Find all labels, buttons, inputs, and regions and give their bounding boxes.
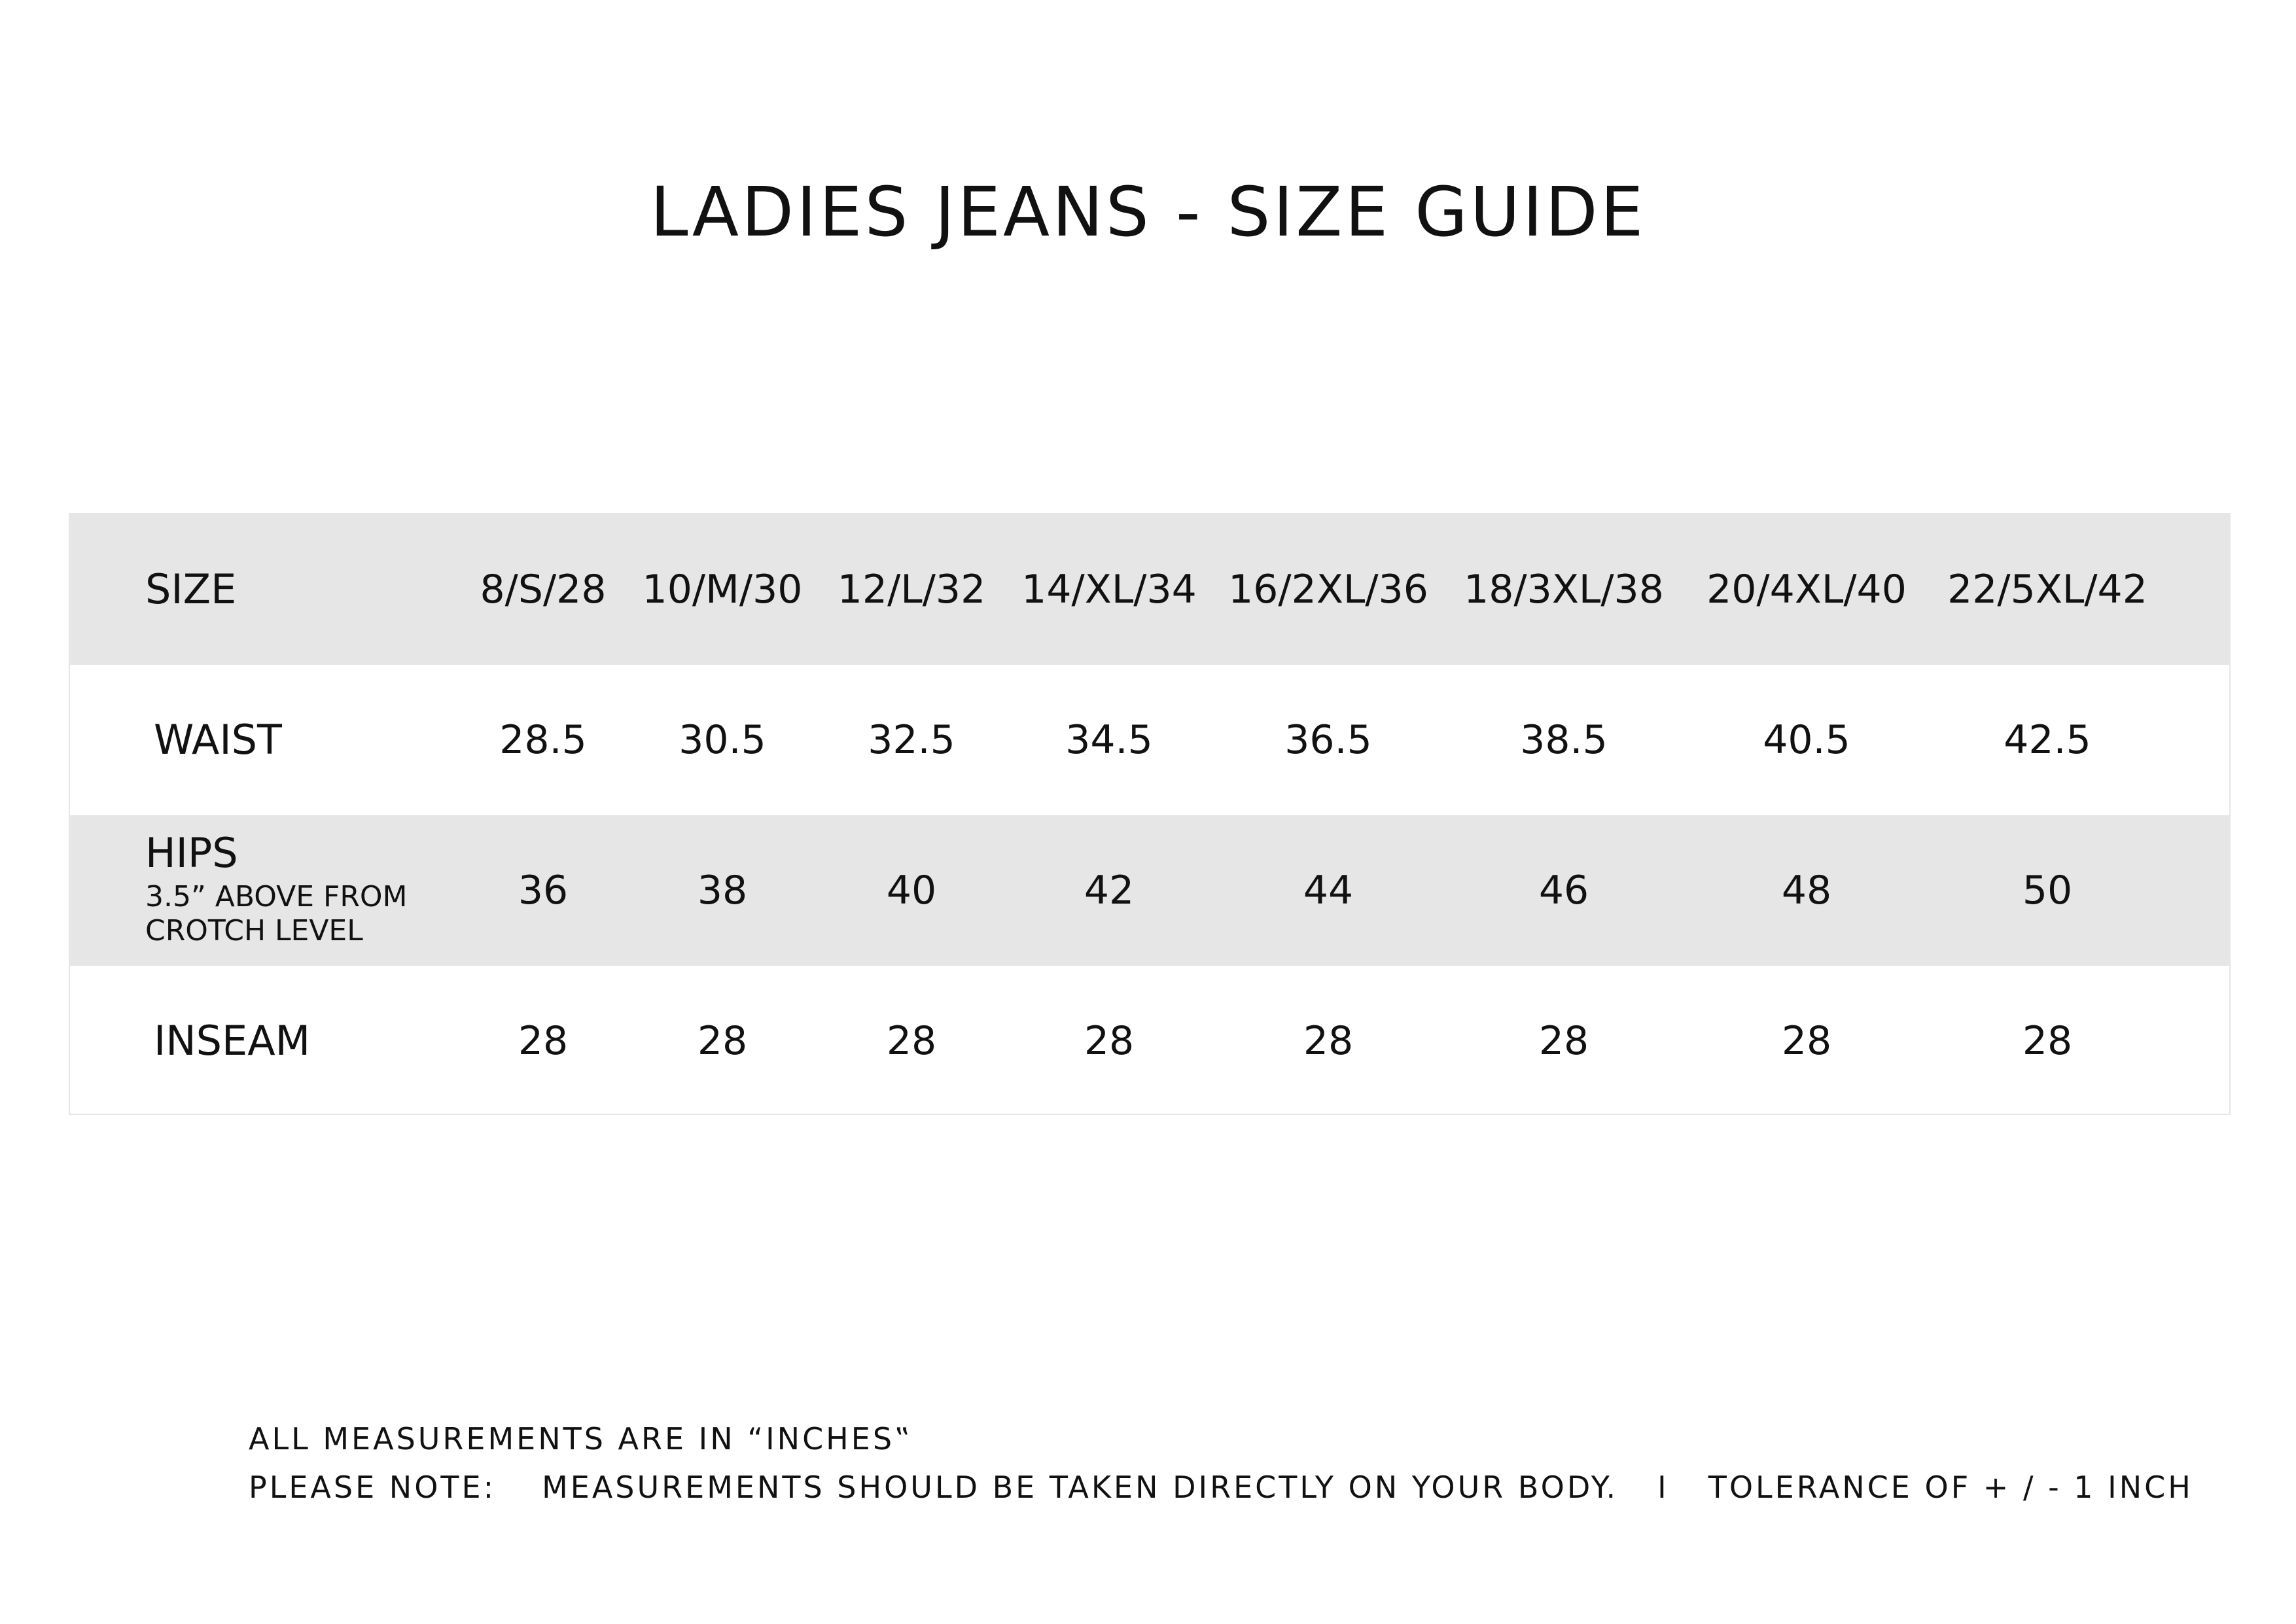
table-cell: 28: [697, 1018, 748, 1064]
size-header-cell: 16/2XL/36: [1228, 567, 1428, 612]
hips-sublabel-line2: CROTCH LEVEL: [145, 914, 363, 947]
body-note: [249, 1463, 2193, 1511]
table-cell: 44: [1303, 868, 1354, 913]
table-cell: 40.5: [1763, 717, 1850, 763]
table-cell: 40: [886, 868, 937, 913]
size-header-cell: 8/S/28: [480, 567, 607, 612]
table-cell: 50: [2022, 868, 2073, 913]
table-row-inseam: [70, 966, 2229, 1115]
table-cell: 30.5: [679, 717, 766, 763]
size-row-label: SIZE: [145, 565, 237, 613]
units-note: ALL MEASUREMENTS ARE IN “INCHES‟: [249, 1421, 913, 1456]
hips-row-label: [145, 815, 408, 966]
hips-sublabel-line1: 3.5” ABOVE FROM: [145, 880, 408, 913]
table-cell: 42: [1084, 868, 1135, 913]
table-cell: 42.5: [2004, 717, 2091, 763]
size-header-cell: 14/XL/34: [1021, 567, 1197, 612]
table-cell: 32.5: [868, 717, 955, 763]
size-header-cell: 22/5XL/42: [1947, 567, 2147, 612]
measurement-notes: [249, 1415, 2193, 1511]
size-header-cell: 10/M/30: [642, 567, 803, 612]
page-title: LADIES JEANS - SIZE GUIDE: [650, 172, 1646, 252]
size-header-cell: 20/4XL/40: [1706, 567, 1907, 612]
table-cell: 48: [1781, 868, 1832, 913]
body-measure-note: MEASUREMENTS SHOULD BE TAKEN DIRECTLY ON YOUR BODY.: [542, 1470, 1619, 1505]
table-cell: 28: [1781, 1018, 1832, 1064]
tolerance-note: TOLERANCE OF + / - 1 INCH: [1708, 1470, 2193, 1505]
table-cell: 36: [518, 868, 569, 913]
table-cell: 34.5: [1065, 717, 1153, 763]
table-cell: 28: [886, 1018, 937, 1064]
table-row-hips: [70, 815, 2229, 966]
table-cell: 36.5: [1284, 717, 1372, 763]
table-cell: 28: [518, 1018, 569, 1064]
table-cell: 28.5: [499, 717, 587, 763]
size-guide-table: [69, 513, 2231, 1115]
note-separator: I: [1657, 1470, 1669, 1505]
table-cell: 28: [1538, 1018, 1589, 1064]
please-note-label: PLEASE NOTE:: [249, 1470, 497, 1505]
inseam-row-label: INSEAM: [154, 1017, 311, 1065]
table-cell: 28: [1084, 1018, 1135, 1064]
table-cell: 46: [1538, 868, 1589, 913]
table-header-row: [70, 514, 2229, 665]
table-cell: 38.5: [1520, 717, 1608, 763]
table-cell: 28: [2022, 1018, 2073, 1064]
table-cell: 28: [1303, 1018, 1354, 1064]
table-cell: 38: [697, 868, 748, 913]
size-header-cell: 12/L/32: [837, 567, 986, 612]
waist-row-label: WAIST: [154, 716, 282, 764]
size-header-cell: 18/3XL/38: [1464, 567, 1664, 612]
hips-label: HIPS: [145, 829, 238, 877]
table-row-waist: [70, 665, 2229, 815]
